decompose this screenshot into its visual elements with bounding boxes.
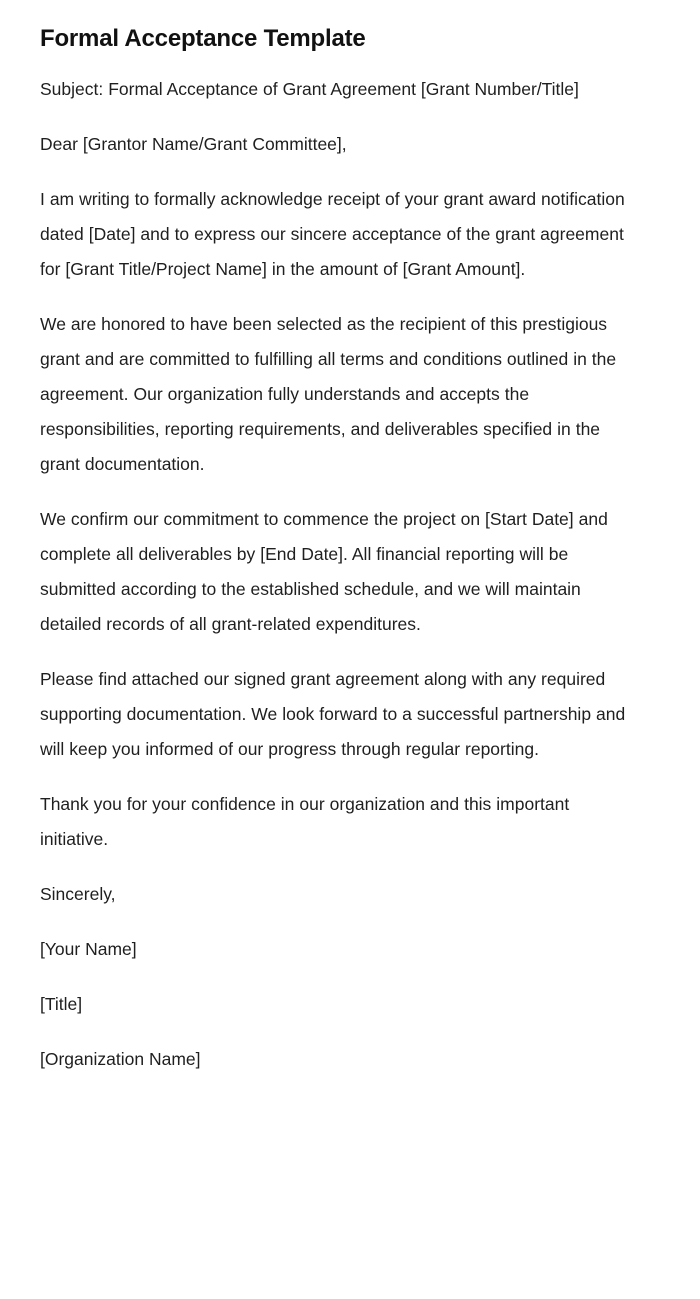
body-paragraph-2: We are honored to have been selected as the recipient of this prestigious grant and are committed to fulfilling all terms and conditions outlined in the agreement. Our organization fully understands and accepts the responsibilities, reporting requirements, and deliverables specified in the grant documentation.	[40, 314, 617, 474]
signature-name: [Your Name]	[40, 939, 137, 959]
body-paragraph-4: Please find attached our signed grant agreement along with any required supporting documentation. We look forward to a successful partnership and will keep you informed of our progress through regular reporting.	[40, 669, 626, 759]
body-paragraph-1: I am writing to formally acknowledge receipt of your grant award notification dated [Date] and to express our sincere acceptance of the grant agreement for [Grant Title/Project Name] in the amount of [Grant Amount].	[40, 189, 625, 279]
body-paragraph-3: We confirm our commitment to commence the project on [Start Date] and complete all deliverables by [End Date]. All financial reporting will be submitted according to the established schedule, and we will maintain detailed records of all grant-related expenditures.	[40, 509, 608, 634]
signature-organization: [Organization Name]	[40, 1049, 201, 1069]
page-title: Formal Acceptance Template	[40, 25, 366, 52]
body-paragraph-5: Thank you for your confidence in our organization and this important initiative.	[40, 794, 570, 849]
salutation: Dear [Grantor Name/Grant Committee],	[40, 134, 347, 154]
subject-line: Subject: Formal Acceptance of Grant Agreement [Grant Number/Title]	[40, 79, 579, 99]
closing-salutation: Sincerely,	[40, 884, 116, 904]
signature-title: [Title]	[40, 994, 83, 1014]
